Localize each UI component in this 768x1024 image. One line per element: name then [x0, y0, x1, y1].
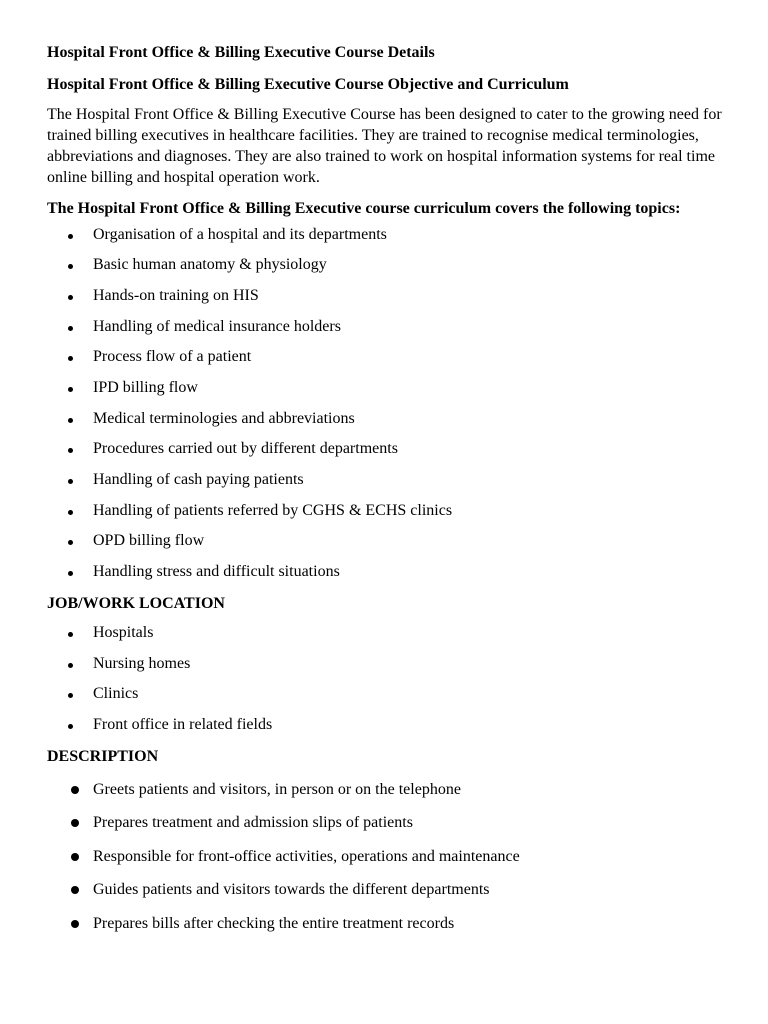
- list-item: Prepares treatment and admission slips of patients: [47, 813, 728, 847]
- bullet-icon: [71, 886, 79, 894]
- list-item: Medical terminologies and abbreviations: [47, 409, 728, 440]
- list-item: Procedures carried out by different departments: [47, 439, 728, 470]
- bullet-icon: [68, 540, 73, 545]
- bullet-icon: [71, 920, 79, 928]
- bullet-icon: [68, 295, 73, 300]
- list-item: Process flow of a patient: [47, 347, 728, 378]
- list-item: Responsible for front-office activities, operations and maintenance: [47, 847, 728, 881]
- list-item: Organisation of a hospital and its departments: [47, 225, 728, 256]
- bullet-icon: [71, 786, 79, 794]
- list-item: Basic human anatomy & physiology: [47, 255, 728, 286]
- list-item: Handling of patients referred by CGHS & ECHS clinics: [47, 501, 728, 532]
- bullet-icon: [68, 510, 73, 515]
- bullet-icon: [68, 693, 73, 698]
- list-item: Handling of cash paying patients: [47, 470, 728, 501]
- job-location-heading: JOB/WORK LOCATION: [47, 594, 225, 612]
- list-item: Hands-on training on HIS: [47, 286, 728, 317]
- description-heading: DESCRIPTION: [47, 747, 159, 765]
- list-item: Hospitals: [47, 623, 728, 654]
- document-subtitle: Hospital Front Office & Billing Executive Course Objective and Curriculum: [47, 75, 569, 93]
- bullet-icon: [68, 234, 73, 239]
- list-item: OPD billing flow: [47, 531, 728, 562]
- intro-paragraph: The Hospital Front Office & Billing Executive Course has been designed to cater to the growing need for trained billing executives in healthcare facilities. They are trained to recognise medical terminologies, abbreviations and diagnoses. They are also trained to work on hospital information systems for real time online billing and hospital operation work.: [47, 105, 722, 186]
- list-item: IPD billing flow: [47, 378, 728, 409]
- curriculum-list: [47, 225, 728, 593]
- bullet-icon: [71, 819, 79, 827]
- list-item: Guides patients and visitors towards the different departments: [47, 880, 728, 914]
- bullet-icon: [71, 853, 79, 861]
- bullet-icon: [68, 264, 73, 269]
- job-location-list: [47, 623, 728, 746]
- bullet-icon: [68, 418, 73, 423]
- bullet-icon: [68, 326, 73, 331]
- list-item: Nursing homes: [47, 654, 728, 685]
- list-item: Greets patients and visitors, in person or on the telephone: [47, 780, 728, 814]
- list-item: Front office in related fields: [47, 715, 728, 746]
- list-item: Prepares bills after checking the entire treatment records: [47, 914, 728, 948]
- bullet-icon: [68, 571, 73, 576]
- bullet-icon: [68, 356, 73, 361]
- list-item: Handling stress and difficult situations: [47, 562, 728, 593]
- bullet-icon: [68, 387, 73, 392]
- description-list: [47, 780, 728, 948]
- list-item: Handling of medical insurance holders: [47, 317, 728, 348]
- bullet-icon: [68, 448, 73, 453]
- curriculum-heading: The Hospital Front Office & Billing Executive course curriculum covers the following topics:: [47, 199, 681, 217]
- bullet-icon: [68, 479, 73, 484]
- bullet-icon: [68, 724, 73, 729]
- bullet-icon: [68, 663, 73, 668]
- list-item: Clinics: [47, 684, 728, 715]
- document-title: Hospital Front Office & Billing Executive Course Details: [47, 44, 435, 61]
- bullet-icon: [68, 632, 73, 637]
